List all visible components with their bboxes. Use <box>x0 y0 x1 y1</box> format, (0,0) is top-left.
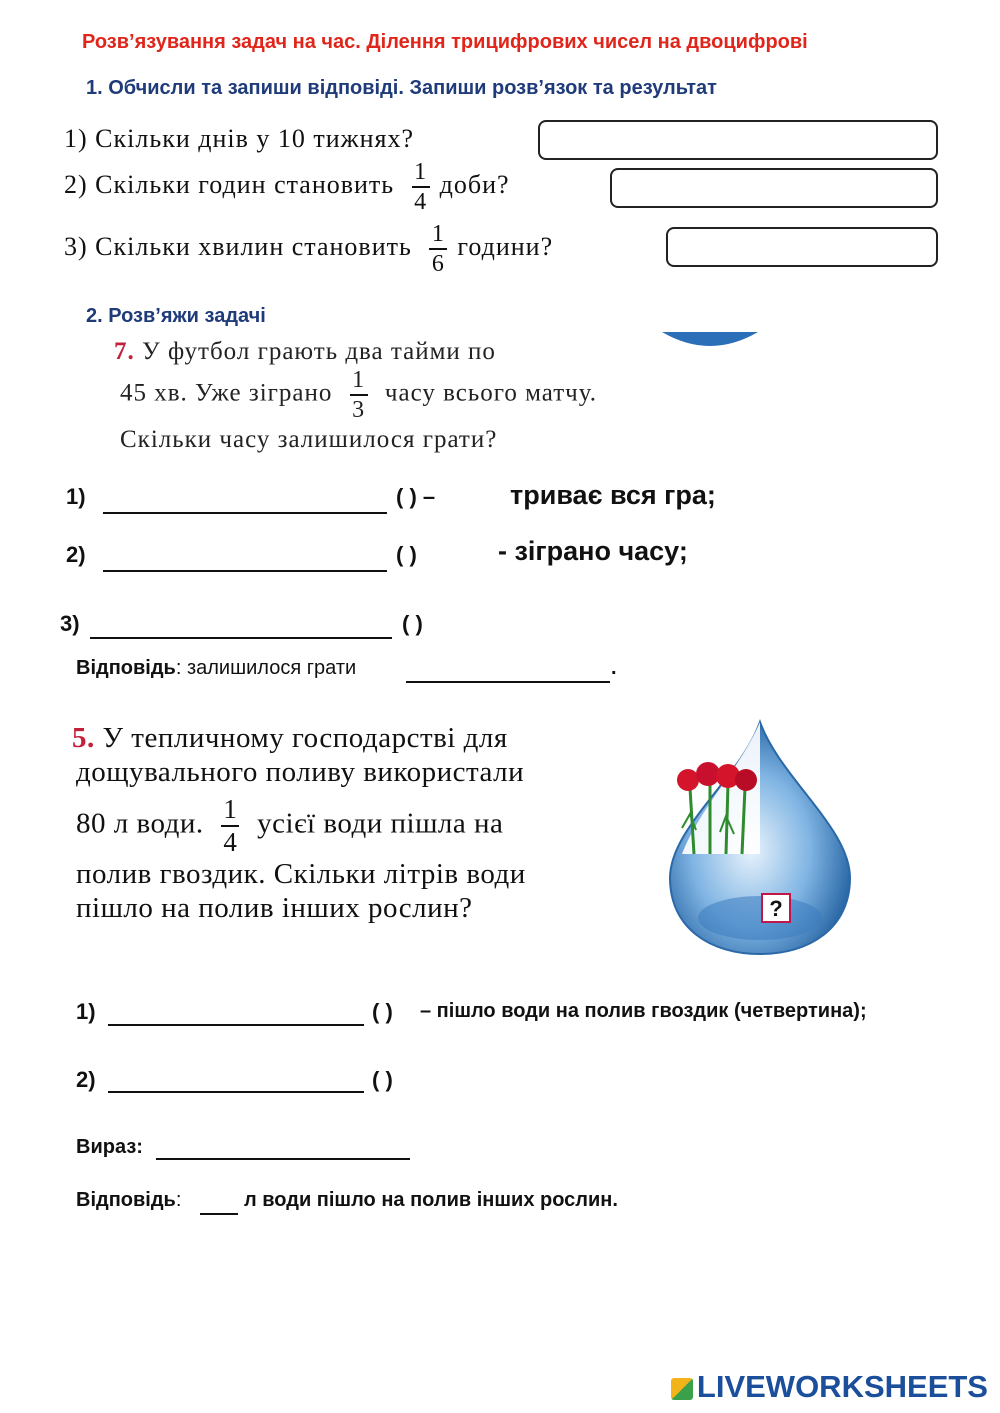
task1-step3-line[interactable] <box>90 611 392 639</box>
expression-line[interactable] <box>156 1132 410 1160</box>
task1-answer: Відповідь: залишилося грати <box>76 657 357 679</box>
task1-line1: 7. У футбол грають два тайми по <box>114 338 496 365</box>
expression-label: Вираз: <box>76 1136 143 1158</box>
task2-step1-num: 1) <box>76 999 96 1024</box>
task1-answer-line[interactable] <box>406 655 610 683</box>
answer-input-1[interactable] <box>540 122 936 158</box>
task1-step2-note: - зіграно часу; <box>498 536 688 566</box>
fraction-1-4-b: $\frac{1}{4}$ <box>223 794 238 857</box>
section2-heading: 2. Розв’яжи задачі <box>86 305 266 327</box>
section1-heading: 1. Обчисли та запиши відповіді. Запиши розв’язок та результат <box>86 77 717 99</box>
task2-line4: полив гвоздик. Скільки літрів води <box>76 858 526 890</box>
task2-step1-paren: ( ) <box>372 999 393 1024</box>
task1-step3-num: 3) <box>60 611 80 636</box>
fraction-1-6: $\frac{1}{6}$ <box>429 222 447 276</box>
task1-line2: 45 хв. Уже зіграно $\frac{1}{3}$ часу всього матчу. <box>120 367 597 423</box>
task2-answer-text: л води пішло на полив інших рослин. <box>244 1189 618 1211</box>
task2-step2-input[interactable] <box>108 1065 368 1093</box>
task1-answer-input[interactable] <box>406 655 614 683</box>
liveworksheets-logo: LIVEWORKSHEETS <box>671 1369 988 1405</box>
task2-step2-paren: ( ) <box>372 1067 393 1092</box>
task2-step1-note: – пішло води на полив гвоздик (четвертина); <box>420 1000 867 1022</box>
task2-line3: 80 л води. $\frac{1}{4}$ усієї води пішла на <box>76 794 504 857</box>
task1-step2-paren: ( ) <box>396 542 417 567</box>
question-1: 1) Скільки днів у 10 тижнях? <box>64 124 415 153</box>
liveworksheets-logo-icon <box>671 1378 693 1400</box>
fraction-1-3: $\frac{1}{3}$ <box>350 368 368 422</box>
question-mark: ? <box>769 896 783 921</box>
fraction-1-4: $\frac{1}{4}$ <box>412 160 430 214</box>
task2-step1-input[interactable] <box>108 998 368 1026</box>
answer-box-2[interactable] <box>610 168 938 208</box>
task1-step3-paren: ( ) <box>402 611 423 636</box>
question-3: 3) Скільки хвилин становить $\frac{1}{6}$ години? <box>64 221 554 277</box>
task1-answer-end: . <box>611 657 617 679</box>
task2-answer-input[interactable] <box>200 1187 242 1215</box>
task2-answer-line[interactable] <box>200 1187 238 1215</box>
task1-step2-num: 2) <box>66 542 86 567</box>
answer-box-3[interactable] <box>666 227 938 267</box>
expression-input[interactable] <box>156 1132 414 1160</box>
task1-step1-num: 1) <box>66 484 86 509</box>
answer-box-1[interactable] <box>538 120 938 160</box>
task2-step1-line[interactable] <box>108 998 364 1026</box>
answer-input-3[interactable] <box>668 229 936 265</box>
task1-step1-note: триває вся гра; <box>510 480 716 510</box>
water-drop-illustration <box>660 718 860 958</box>
task1-step3-input[interactable] <box>90 611 396 639</box>
task2-step2-line[interactable] <box>108 1065 364 1093</box>
ball-arc-decoration <box>660 330 760 350</box>
task2-step2-num: 2) <box>76 1067 96 1092</box>
task2-line1: 5. У тепличному господарстві для <box>72 722 508 754</box>
task1-step2-input[interactable] <box>103 544 391 572</box>
task2-line5: пішло на полив інших рослин? <box>76 892 473 924</box>
task1-step1-paren: ( ) – <box>396 484 436 509</box>
task1-step1-input[interactable] <box>103 486 391 514</box>
task1-line3: Скільки часу залишилося грати? <box>120 426 498 453</box>
task2-answer-label: Відповідь: <box>76 1189 182 1211</box>
question-2: 2) Скільки годин становить $\frac{1}{4}$ доби? <box>64 159 510 215</box>
page-title: Розв’язування задач на час. Ділення трицифрових чисел на двоцифрові <box>82 31 808 53</box>
task2-line2: дощувального поливу використали <box>76 756 525 788</box>
answer-input-2[interactable] <box>612 170 936 206</box>
task1-step1-line[interactable] <box>103 486 387 514</box>
task1-step2-line[interactable] <box>103 544 387 572</box>
